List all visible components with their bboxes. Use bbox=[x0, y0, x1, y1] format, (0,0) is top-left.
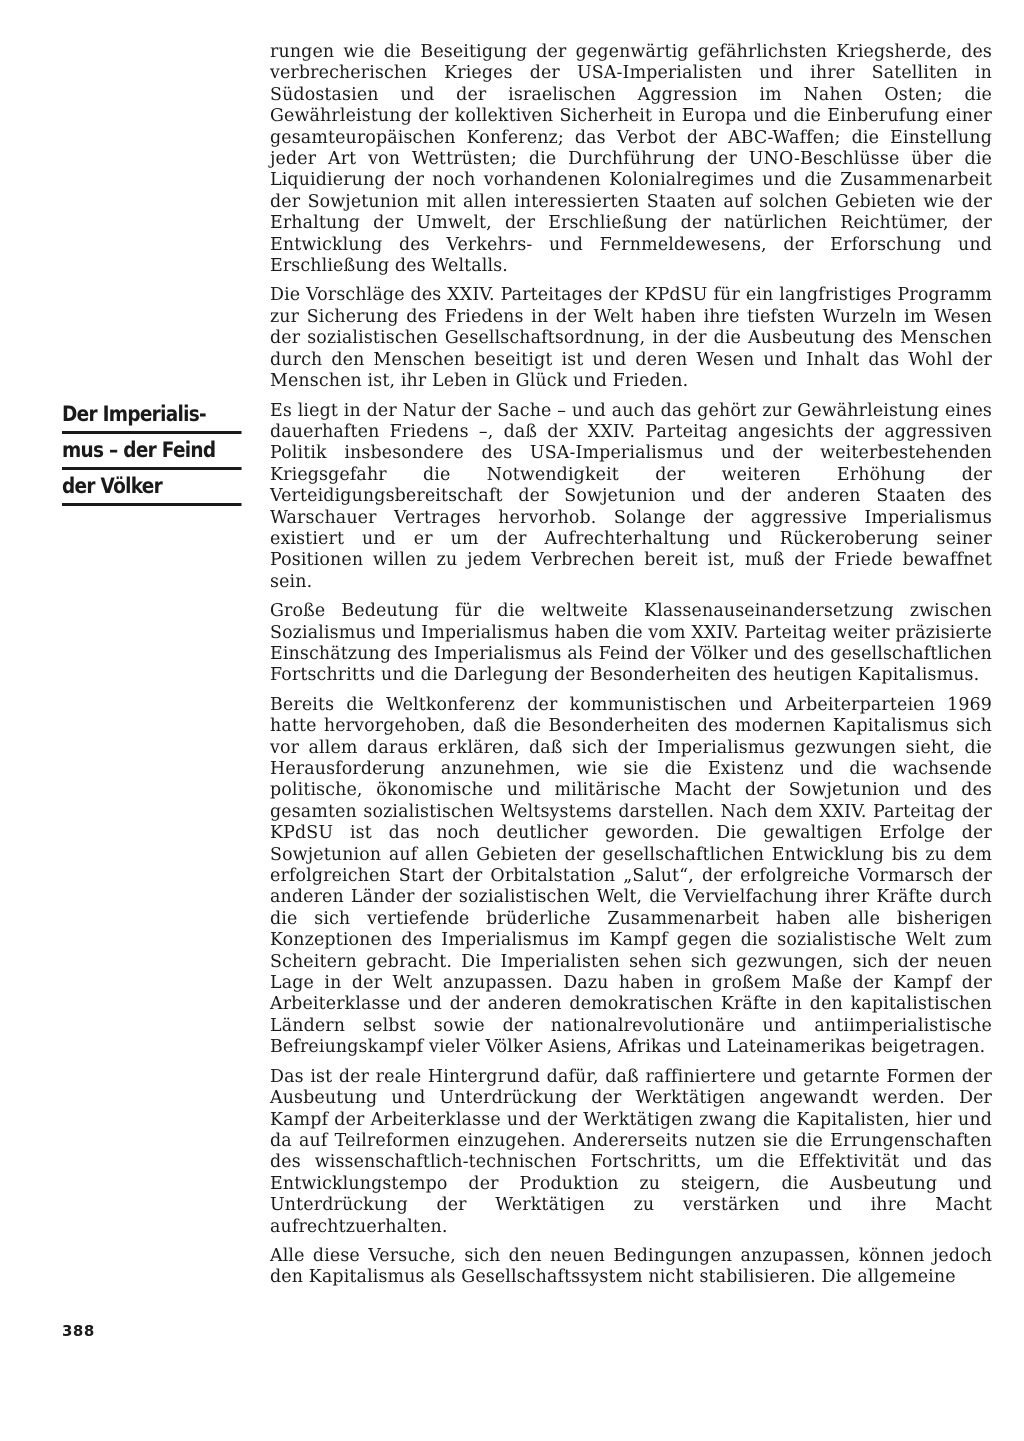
paragraph-7: Alle diese Versuche, sich den neuen Bedingungen anzupassen, können jedoch den Kapitalismus als Gesellschaftssystem nicht stabilisieren. Die allgemeine bbox=[270, 1245, 992, 1288]
sidebar-heading bbox=[62, 398, 242, 506]
paragraph-5: Bereits die Weltkonferenz der kommunistischen und Arbeiterparteien 1969 hatte hervorgehoben, daß die Besonderheiten des modernen Kapitalismus sich vor allem daraus erklären, daß sich der Imperialismus gezwungen sieht, die Herausforderung anzunehmen, wie sie die Existenz und die wachsende politische, ökonomische und militärische Macht der Sowjetunion und des gesamten sozialistischen Weltsystems darstellen. Nach dem XXIV. Parteitag der KPdSU ist das noch deutlicher geworden. Die gewaltigen Erfolge der Sowjetunion auf allen Gebieten der gesellschaftlichen Entwicklung bis zu dem erfolgreichen Start der Orbitalstation „Salut“, der erfolgreiche Vormarsch der anderen Länder der sozialistischen Welt, die Vervielfachung ihrer Kräfte durch die sich vertiefende brüderliche Zusammenarbeit haben alle bisherigen Konzeptionen des Imperialismus im Kampf gegen die sozialistische Welt zum Scheitern gebracht. Die Imperialisten sehen sich gezwungen, sich der neuen Lage in der Welt anzupassen. Dazu haben in großem Maße der Kampf der Arbeiterklasse und der anderen demokratischen Kräfte in den kapitalistischen Ländern selbst sowie der nationalrevolutionäre und antiimperialistische Befreiungskampf vieler Völker Asiens, Afrikas und Lateinamerikas beigetragen. bbox=[270, 694, 992, 1058]
sidebar-heading-line-2: mus – der Feind bbox=[62, 434, 242, 470]
paragraph-3: Es liegt in der Natur der Sache – und auch das gehört zur Gewährleistung eines dauerhaften Friedens –, daß der XXIV. Parteitag angesichts der aggressiven Politik insbesondere des USA-Imperialismus und der weiterbestehenden Kriegsgefahr die Notwendigkeit der weiteren Erhöhung der Verteidigungsbereitschaft der Sowjetunion und der anderen Staaten des Warschauer Vertrages hervorhob. Solange der aggressive Imperialismus existiert und er um der Aufrechterhaltung und Rückeroberung seiner Positionen willen zu jedem Verbrechen bereit ist, muß der Friede bewaffnet sein. bbox=[270, 400, 992, 592]
sidebar-heading-line-1: Der Imperialis- bbox=[62, 398, 242, 434]
sidebar-heading-line-3: der Völker bbox=[62, 470, 242, 506]
page-number: 388 bbox=[62, 1322, 95, 1340]
paragraph-1: rungen wie die Beseitigung der gegenwärtig gefährlichsten Kriegsherde, des verbrecherischen Krieges der USA-Imperialisten und ihrer Satelliten in Südostasien und der israelischen Aggression im Nahen Osten; die Gewährleistung der kollektiven Sicherheit in Europa und die Einberufung einer gesamteuropäischen Konferenz; das Verbot der ABC-Waffen; die Einstellung jeder Art von Wettrüsten; die Durchführung der UNO-Beschlüsse über die Liquidierung der noch vorhandenen Kolonialregimes und die Zusammenarbeit der Sowjetunion mit allen interessierten Staaten auf solchen Gebieten wie der Erhaltung der Umwelt, der Erschließung der natürlichen Reichtümer, der Entwicklung des Verkehrs- und Fernmeldewesens, der Erforschung und Erschließung des Weltalls. bbox=[270, 42, 992, 277]
paragraph-6: Das ist der reale Hintergrund dafür, daß raffiniertere und getarnte Formen der Ausbeutung und Unterdrückung der Werktätigen angewandt werden. Der Kampf der Arbeiterklasse und der Werktätigen zwang die Kapitalisten, hier und da auf Teilreformen einzugehen. Andererseits nutzen sie die Errungenschaften des wissenschaftlich-technischen Fortschritts, um die Effektivität und das Entwicklungstempo der Produktion zu steigern, die Ausbeutung und Unterdrückung der Werktätigen zu verstärken und ihre Macht aufrechtzuerhalten. bbox=[270, 1066, 992, 1237]
main-text-column bbox=[270, 42, 992, 1297]
paragraph-2: Die Vorschläge des XXIV. Parteitages der KPdSU für ein langfristiges Programm zur Sicherung des Friedens in der Welt haben ihre tiefsten Wurzeln im Wesen der sozialistischen Gesellschaftsordnung, in der die Ausbeutung des Menschen durch den Menschen beseitigt ist und deren Wesen und Inhalt das Wohl der Menschen ist, ihr Leben in Glück und Frieden. bbox=[270, 285, 992, 392]
paragraph-4: Große Bedeutung für die weltweite Klassenauseinandersetzung zwischen Sozialismus und Imperialismus haben die vom XXIV. Parteitag weiter präzisierte Einschätzung des Imperialismus als Feind der Völker und des gesellschaftlichen Fortschritts und die Darlegung der Besonderheiten des heutigen Kapitalismus. bbox=[270, 601, 992, 686]
